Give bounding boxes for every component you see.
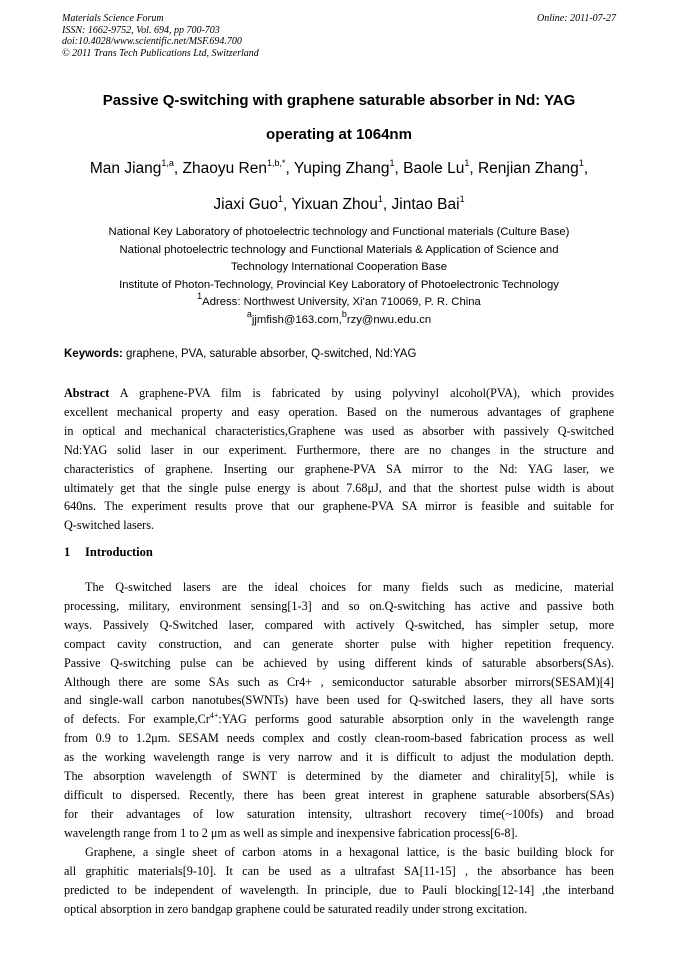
- intro-line: wavelength range from 1 to 2 μm as well as simple and inexpensive fabrication process[6-8].: [64, 825, 518, 840]
- author: Jintao Bai: [391, 196, 460, 213]
- author-sup: 1: [459, 193, 465, 204]
- intro-line: as the working wavelength range is very narrow and it is difficult to adjust the modulation depth.: [64, 750, 614, 765]
- email-b-sup: b: [341, 308, 347, 319]
- author: Yuping Zhang: [293, 160, 390, 177]
- author: Renjian Zhang: [477, 160, 579, 177]
- intro-line: ways. Passively Q-Switched laser, compared with actively Q-switched, has simpler setup, more: [64, 617, 614, 632]
- authors-line-2: [30, 193, 648, 214]
- email-b[interactable]: rzy@nwu.edu.cn: [346, 313, 432, 326]
- keywords: [64, 347, 624, 361]
- address-text: Adress: Northwest University, Xi'an 710069, P. R. China: [202, 296, 481, 308]
- abstract-label: Abstract: [64, 386, 110, 400]
- intro-line: Although there are some SAs such as Cr4+ , semiconductor saturable absorber mirrors(SESAM)[4]: [64, 674, 614, 689]
- abstract-line: 640ns. The experiment results prove that our graphene-PVA SA mirror is feasible and suitable for: [64, 499, 614, 514]
- cr-post: :YAG performs good saturable absorption only in the wavelength range: [218, 712, 614, 727]
- intro-line: from 0.9 to 1.2μm. SESAM needs complex and costly clean-room-based fabrication process as well: [64, 731, 614, 746]
- author-sup: 1,b,*: [266, 157, 286, 168]
- affiliation-line: National Key Laboratory of photoelectric technology and Functional materials (Culture Base): [108, 226, 570, 238]
- affiliations: [40, 224, 638, 329]
- intro-line: all graphitic materials[9-10]. It can be used as a ultrafast SA[11-15] , the absorbance has been: [64, 863, 614, 878]
- email-a[interactable]: jjmfish@163.com,: [251, 313, 342, 326]
- intro-line: The absorption wavelength of SWNT is determined by the diameter and chirality[5], while is: [64, 769, 614, 784]
- address-sup: 1: [197, 291, 203, 302]
- intro-line: for their advantages of low saturation intensity, ultrashort recovery time(~100fs) and broad: [64, 806, 614, 821]
- intro-line: optical absorption in zero bandgap graphene could be saturated readily under strong excitation.: [64, 901, 528, 916]
- section-heading-introduction: [64, 545, 153, 560]
- online-date: Online: 2011-07-27: [537, 13, 616, 24]
- paper-title-line-2: operating at 1064nm: [266, 126, 412, 143]
- abstract-line: in optical and mechanical characteristics,Graphene was used as absorber with passively Q-switched: [64, 423, 614, 438]
- author: Yixuan Zhou: [291, 196, 378, 213]
- section-number: 1: [64, 545, 71, 559]
- journal-doi: doi:10.4028/www.scientific.net/MSF.694.700: [62, 36, 242, 47]
- intro-line: Graphene, a single sheet of carbon atoms in a hexagonal lattice, is the basic building block for: [85, 845, 614, 859]
- intro-line: The Q-switched lasers are the ideal choices for many fields such as medicine, material: [85, 580, 614, 594]
- intro-line: and single-wall carbon nanotubes(SWNTs) have been used for Q-switched lasers, they all have sorts: [64, 693, 614, 708]
- abstract-line: A graphene-PVA film is fabricated by using polyvinyl alcohol(PVA), which provides: [109, 386, 614, 400]
- author: Baole Lu: [403, 160, 465, 177]
- journal-issn: ISSN: 1662-9752, Vol. 694, pp 700-703: [62, 24, 220, 36]
- keywords-label: Keywords:: [64, 348, 123, 360]
- section-title: Introduction: [85, 545, 153, 559]
- affiliation-line: National photoelectric technology and Functional Materials & Application of Science and: [119, 243, 559, 256]
- author-sup: 1,a: [161, 157, 174, 168]
- intro-line: predicted to be independent of wavelength. In principle, due to Pauli blocking[12-14] ,the interband: [64, 882, 614, 897]
- keywords-text: graphene, PVA, saturable absorber, Q-switched, Nd:YAG: [122, 348, 417, 360]
- intro-line: compact cavity construction, and can generate shorter pulse with higher repetition frequency.: [64, 636, 614, 651]
- author: Jiaxi Guo: [213, 196, 279, 213]
- author-sup: 1: [377, 193, 383, 204]
- journal-header: [62, 13, 259, 59]
- journal-name: Materials Science Forum: [62, 13, 164, 24]
- intro-line: difficult to dispersed. Recently, there has been great interest in graphene saturable absorbers(SAs): [64, 787, 614, 802]
- abstract-line: excellent mechanical property and easy operation. Based on the numerous advantages of graphene: [64, 404, 614, 419]
- author-sep: ,: [382, 196, 392, 213]
- abstract-line: ultimately get that the single pulse energy is about 7.68μJ, and that the shortest pulse width is about: [64, 480, 614, 495]
- author-sup: 1: [389, 157, 395, 168]
- author-sup: 1: [578, 157, 584, 168]
- affiliation-line: Institute of Photon-Technology, Provincial Key Laboratory of Photoelectronic Technology: [119, 278, 559, 291]
- journal-copyright: © 2011 Trans Tech Publications Ltd, Switzerland: [62, 47, 259, 59]
- intro-line-cr: [64, 710, 614, 729]
- author-sup: 1: [464, 157, 470, 168]
- paper-title-line-1: Passive Q-switching with graphene saturable absorber in Nd: YAG: [102, 92, 576, 109]
- author-sep: ,: [469, 160, 478, 177]
- author-sup: 1: [278, 193, 284, 204]
- intro-paragraph-2: [64, 843, 614, 919]
- email-a-sup: a: [246, 308, 252, 319]
- authors-line-1: [30, 157, 648, 178]
- abstract-line: characteristics of graphene. Inserting our graphene-PVA SA mirror to the Nd: YAG laser, we: [64, 461, 614, 476]
- author-sep: ,: [394, 160, 404, 177]
- affiliation-address: [40, 291, 638, 312]
- abstract-line: Nd:YAG solid laser in our experiment. Furthermore, there are no changes in the structure and: [64, 442, 614, 457]
- author: Man Jiang: [89, 160, 162, 177]
- cr-sup: 4+: [209, 711, 219, 721]
- affiliation-emails: [40, 308, 638, 330]
- cr-pre: of defects. For example,Cr: [64, 712, 210, 727]
- abstract-line: Q-switched lasers.: [64, 518, 155, 533]
- author-sep: ,: [583, 160, 589, 177]
- abstract: [64, 384, 614, 535]
- intro-line: Passive Q-switching pulse can be achieved by using different kinds of saturable absorbers(SAs).: [64, 655, 614, 670]
- author: Zhaoyu Ren: [182, 160, 267, 177]
- author-sep: ,: [283, 196, 292, 213]
- author-sep: ,: [173, 160, 183, 177]
- intro-line: processing, military, environment sensing[1-3] and so on.Q-switching has active and passive both: [64, 598, 614, 613]
- affiliation-line: Technology International Cooperation Base: [230, 261, 448, 273]
- author-sep: ,: [285, 160, 294, 177]
- intro-paragraph-1: [64, 578, 614, 843]
